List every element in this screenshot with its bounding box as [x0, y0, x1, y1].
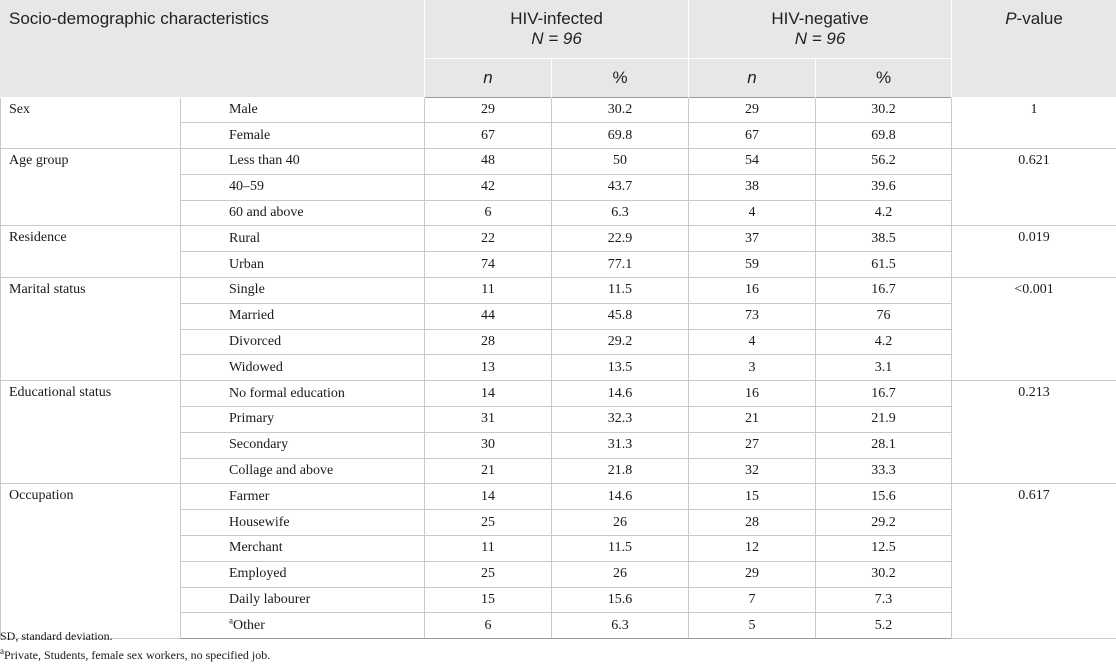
level-cell — [181, 407, 425, 433]
n-negative-cell: 73 — [689, 303, 816, 329]
level-cell — [181, 510, 425, 536]
level-label: Female — [229, 127, 271, 143]
level-cell — [181, 303, 425, 329]
pvalue-cell: 0.213 — [952, 381, 1116, 484]
pct-infected-cell: 77.1 — [552, 252, 689, 278]
pct-negative-cell: 21.9 — [816, 407, 952, 433]
table-row — [1, 278, 1116, 304]
header-pvalue-rest: -value — [1016, 9, 1063, 28]
n-infected-cell: 11 — [425, 536, 552, 562]
footnote-marker: a — [229, 615, 233, 626]
pct-infected-cell: 21.8 — [552, 458, 689, 484]
level-cell — [181, 432, 425, 458]
level-cell — [181, 174, 425, 200]
level-label: Married — [229, 308, 275, 324]
level-cell — [181, 536, 425, 562]
n-infected-cell: 25 — [425, 510, 552, 536]
level-label: Housewife — [229, 514, 290, 530]
level-cell — [181, 226, 425, 252]
n-infected-cell: 15 — [425, 587, 552, 613]
level-cell — [181, 329, 425, 355]
pct-negative-cell: 15.6 — [816, 484, 952, 510]
n-infected-cell: 74 — [425, 252, 552, 278]
n-infected-cell: 29 — [425, 97, 552, 123]
header-characteristic: Socio-demographic characteristics — [1, 0, 425, 97]
footnote-a-text: Private, Students, female sex workers, no specified job. — [4, 648, 271, 662]
n-negative-cell: 29 — [689, 97, 816, 123]
n-negative-cell: 16 — [689, 381, 816, 407]
n-infected-cell: 28 — [425, 329, 552, 355]
pct-infected-cell: 26 — [552, 510, 689, 536]
level-label: Male — [229, 101, 258, 117]
n-infected-cell: 25 — [425, 561, 552, 587]
header-hiv-negative-n: N = 96 — [794, 29, 846, 48]
n-infected-cell: 31 — [425, 407, 552, 433]
level-cell — [181, 123, 425, 149]
footnote-sd: SD, standard deviation. — [0, 629, 113, 643]
level-label: Secondary — [229, 437, 289, 453]
category-cell: Sex — [1, 97, 181, 149]
pct-infected-cell: 22.9 — [552, 226, 689, 252]
n-negative-cell: 54 — [689, 149, 816, 175]
pct-negative-cell: 76 — [816, 303, 952, 329]
pct-negative-cell: 30.2 — [816, 561, 952, 587]
n-infected-cell: 14 — [425, 484, 552, 510]
n-infected-cell: 44 — [425, 303, 552, 329]
n-infected-cell: 6 — [425, 613, 552, 639]
pct-negative-cell: 29.2 — [816, 510, 952, 536]
n-negative-cell: 4 — [689, 200, 816, 226]
n-negative-cell: 16 — [689, 278, 816, 304]
pct-negative-cell: 39.6 — [816, 174, 952, 200]
level-label: Urban — [229, 256, 264, 272]
level-label: Merchant — [229, 540, 283, 556]
n-negative-cell: 15 — [689, 484, 816, 510]
level-cell — [181, 587, 425, 613]
pct-negative-cell: 5.2 — [816, 613, 952, 639]
pct-negative-cell: 3.1 — [816, 355, 952, 381]
n-infected-cell: 22 — [425, 226, 552, 252]
pct-infected-cell: 11.5 — [552, 278, 689, 304]
pct-infected-cell: 31.3 — [552, 432, 689, 458]
level-label: Daily labourer — [229, 592, 311, 608]
category-cell: Marital status — [1, 278, 181, 381]
header-pct-infected: % — [552, 58, 689, 97]
category-cell: Residence — [1, 226, 181, 278]
footnote-a-mark: a — [0, 646, 4, 656]
level-cell — [181, 381, 425, 407]
pct-infected-cell: 32.3 — [552, 407, 689, 433]
level-label: Other — [233, 617, 265, 633]
pct-negative-cell: 16.7 — [816, 278, 952, 304]
n-infected-cell: 21 — [425, 458, 552, 484]
level-cell — [181, 149, 425, 175]
n-negative-cell: 32 — [689, 458, 816, 484]
n-negative-cell: 28 — [689, 510, 816, 536]
level-label: Collage and above — [229, 463, 334, 479]
level-cell — [181, 458, 425, 484]
pct-negative-cell: 56.2 — [816, 149, 952, 175]
category-cell: Educational status — [1, 381, 181, 484]
level-cell — [181, 252, 425, 278]
n-negative-cell: 67 — [689, 123, 816, 149]
pct-negative-cell: 4.2 — [816, 200, 952, 226]
table-row — [1, 149, 1116, 175]
n-infected-cell: 67 — [425, 123, 552, 149]
pvalue-cell: 0.621 — [952, 149, 1116, 226]
level-cell — [181, 97, 425, 123]
level-label: 40–59 — [229, 179, 264, 195]
category-cell: Occupation — [1, 484, 181, 639]
level-cell — [181, 278, 425, 304]
n-negative-cell: 4 — [689, 329, 816, 355]
pct-infected-cell: 14.6 — [552, 484, 689, 510]
level-cell — [181, 484, 425, 510]
n-infected-cell: 30 — [425, 432, 552, 458]
level-label: Employed — [229, 566, 287, 582]
pct-infected-cell: 13.5 — [552, 355, 689, 381]
pct-negative-cell: 38.5 — [816, 226, 952, 252]
header-hiv-infected-name: HIV-infected — [510, 9, 603, 28]
n-negative-cell: 59 — [689, 252, 816, 278]
level-label: 60 and above — [229, 205, 304, 221]
header-hiv-negative — [689, 0, 952, 58]
table-row — [1, 226, 1116, 252]
level-label: Primary — [229, 411, 275, 427]
header-hiv-infected-n: N = 96 — [531, 29, 582, 48]
pct-infected-cell: 45.8 — [552, 303, 689, 329]
pvalue-cell: 0.019 — [952, 226, 1116, 278]
level-label: Divorced — [229, 334, 282, 350]
n-negative-cell: 37 — [689, 226, 816, 252]
header-pvalue-p: P — [1005, 9, 1017, 28]
level-label: Less than 40 — [229, 153, 300, 169]
pct-infected-cell: 43.7 — [552, 174, 689, 200]
n-infected-cell: 14 — [425, 381, 552, 407]
n-negative-cell: 12 — [689, 536, 816, 562]
pct-negative-cell: 61.5 — [816, 252, 952, 278]
table-header — [1, 0, 1116, 97]
pct-negative-cell: 30.2 — [816, 97, 952, 123]
pct-negative-cell: 33.3 — [816, 458, 952, 484]
n-negative-cell: 7 — [689, 587, 816, 613]
pct-infected-cell: 30.2 — [552, 97, 689, 123]
pct-infected-cell: 26 — [552, 561, 689, 587]
pct-infected-cell: 6.3 — [552, 200, 689, 226]
pvalue-cell: 1 — [952, 97, 1116, 149]
header-hiv-negative-name: HIV-negative — [771, 9, 869, 28]
level-cell — [181, 200, 425, 226]
pct-infected-cell: 69.8 — [552, 123, 689, 149]
level-cell — [181, 355, 425, 381]
level-label: Farmer — [229, 488, 270, 504]
n-negative-cell: 21 — [689, 407, 816, 433]
pct-infected-cell: 11.5 — [552, 536, 689, 562]
level-label: No formal education — [229, 385, 345, 401]
n-infected-cell: 13 — [425, 355, 552, 381]
pct-negative-cell: 4.2 — [816, 329, 952, 355]
pct-negative-cell: 7.3 — [816, 587, 952, 613]
n-infected-cell: 11 — [425, 278, 552, 304]
header-n-negative: n — [689, 58, 816, 97]
n-infected-cell: 48 — [425, 149, 552, 175]
n-negative-cell: 27 — [689, 432, 816, 458]
pct-infected-cell: 50 — [552, 149, 689, 175]
n-negative-cell: 3 — [689, 355, 816, 381]
pct-negative-cell: 12.5 — [816, 536, 952, 562]
header-hiv-infected — [425, 0, 689, 58]
pct-negative-cell: 69.8 — [816, 123, 952, 149]
pct-infected-cell: 29.2 — [552, 329, 689, 355]
n-infected-cell: 42 — [425, 174, 552, 200]
header-pvalue — [952, 0, 1116, 97]
pct-infected-cell: 6.3 — [552, 613, 689, 639]
pct-infected-cell: 15.6 — [552, 587, 689, 613]
header-pct-negative: % — [816, 58, 952, 97]
pvalue-cell: 0.617 — [952, 484, 1116, 639]
n-infected-cell: 6 — [425, 200, 552, 226]
footnote-a — [0, 646, 270, 665]
table-row — [1, 484, 1116, 510]
footnotes — [0, 627, 270, 665]
pvalue-cell: <0.001 — [952, 278, 1116, 381]
pct-negative-cell: 16.7 — [816, 381, 952, 407]
n-negative-cell: 5 — [689, 613, 816, 639]
table-row — [1, 97, 1116, 123]
level-label: Single — [229, 282, 265, 298]
category-cell: Age group — [1, 149, 181, 226]
level-cell — [181, 561, 425, 587]
n-negative-cell: 29 — [689, 561, 816, 587]
table-row — [1, 381, 1116, 407]
table-body — [1, 97, 1116, 639]
level-label: Rural — [229, 230, 261, 246]
header-n-infected: n — [425, 58, 552, 97]
level-label: Widowed — [229, 359, 283, 375]
pct-negative-cell: 28.1 — [816, 432, 952, 458]
pct-infected-cell: 14.6 — [552, 381, 689, 407]
n-negative-cell: 38 — [689, 174, 816, 200]
